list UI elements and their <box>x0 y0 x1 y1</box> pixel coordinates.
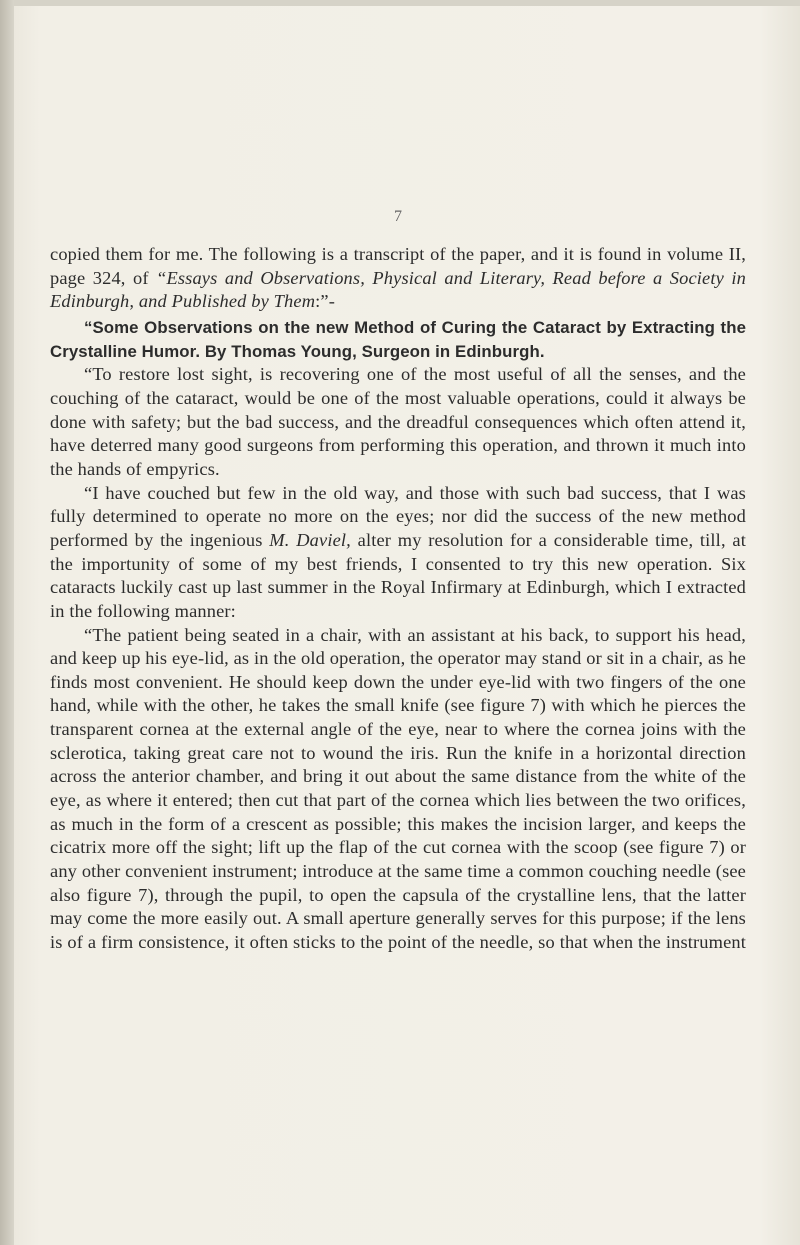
page-top-edge <box>0 0 800 6</box>
cited-book-title: “Essays and Observations, Physical and Literary, Read before a Society in Edinburgh, and Published by Them <box>50 267 746 312</box>
paragraph-2-text: “I have couched but few in the old way, and those with such bad success, that I was fully determined to operate no more on the eyes; nor did the success of the new method performed by the ingenious <box>50 482 746 550</box>
body-text <box>50 243 746 955</box>
paragraph-2 <box>50 482 746 624</box>
paper-title-heading: “Some Observations on the new Method of Curing the Cataract by Extracting the Crystalline Humor. By Thomas Young, Surgeon in Edinburgh. <box>50 317 746 361</box>
paragraph-2-text-end: alter my resolution for a considerable time, till, at the importunity of some of my best friends, I consented to try this new operation. Six cataracts luckily cast up last summer in the Royal Infirmary at Edinburgh, which I extracted in the following manner: <box>50 529 746 621</box>
intro-text: copied them for me. The following is a transcript of the paper, and it is found in volume II, page 324, of <box>50 244 746 288</box>
paragraph-1: “To restore lost sight, is recovering one of the most useful of all the senses, and the couching of the cataract, would be one of the most valuable operations, could it always be done with safety; but the bad success, and the dreadful consequences which often attend it, have deterred many good surgeons from performing this operation, and thrown it much into the hands of empyrics. <box>50 364 746 479</box>
page-binding-edge <box>0 0 14 1245</box>
page-number: 7 <box>394 208 402 225</box>
intro-text-end: :”- <box>315 291 336 312</box>
surgeon-name: M. Daviel, <box>269 529 351 550</box>
intro-paragraph <box>50 243 746 314</box>
paragraph-3: “The patient being seated in a chair, with an assistant at his back, to support his head, and keep up his eye-lid, as in the old operation, the operator may stand or sit in a chair, as he finds most convenient. He should keep down the under eye-lid with two fingers of the one hand, while with the other, he takes the small knife (see figure 7) with which he pierces the transparent cornea at the external angle of the eye, near to where the cornea joins with the sclerotica, taking great care not to wound the iris. Run the knife in a horizontal direction across the anterior chamber, and bring it out about the same distance from the white of the eye, as where it entered; then cut that part of the cornea which lies between the two orifices, as much in the form of a crescent as possible; this makes the incision larger, and keeps the cicatrix more off the sight; lift up the flap of the cut cornea with the scoop (see figure 7) or any other convenient instrument; introduce at the same time a common couching needle (see also figure 7), through the pupil, to open the capsula of the crystalline lens, that the latter may come the more easily out. A small aperture generally serves for this purpose; if the lens is of a firm consistence, it often sticks to the point of the needle, so that when the instrument <box>50 624 746 953</box>
